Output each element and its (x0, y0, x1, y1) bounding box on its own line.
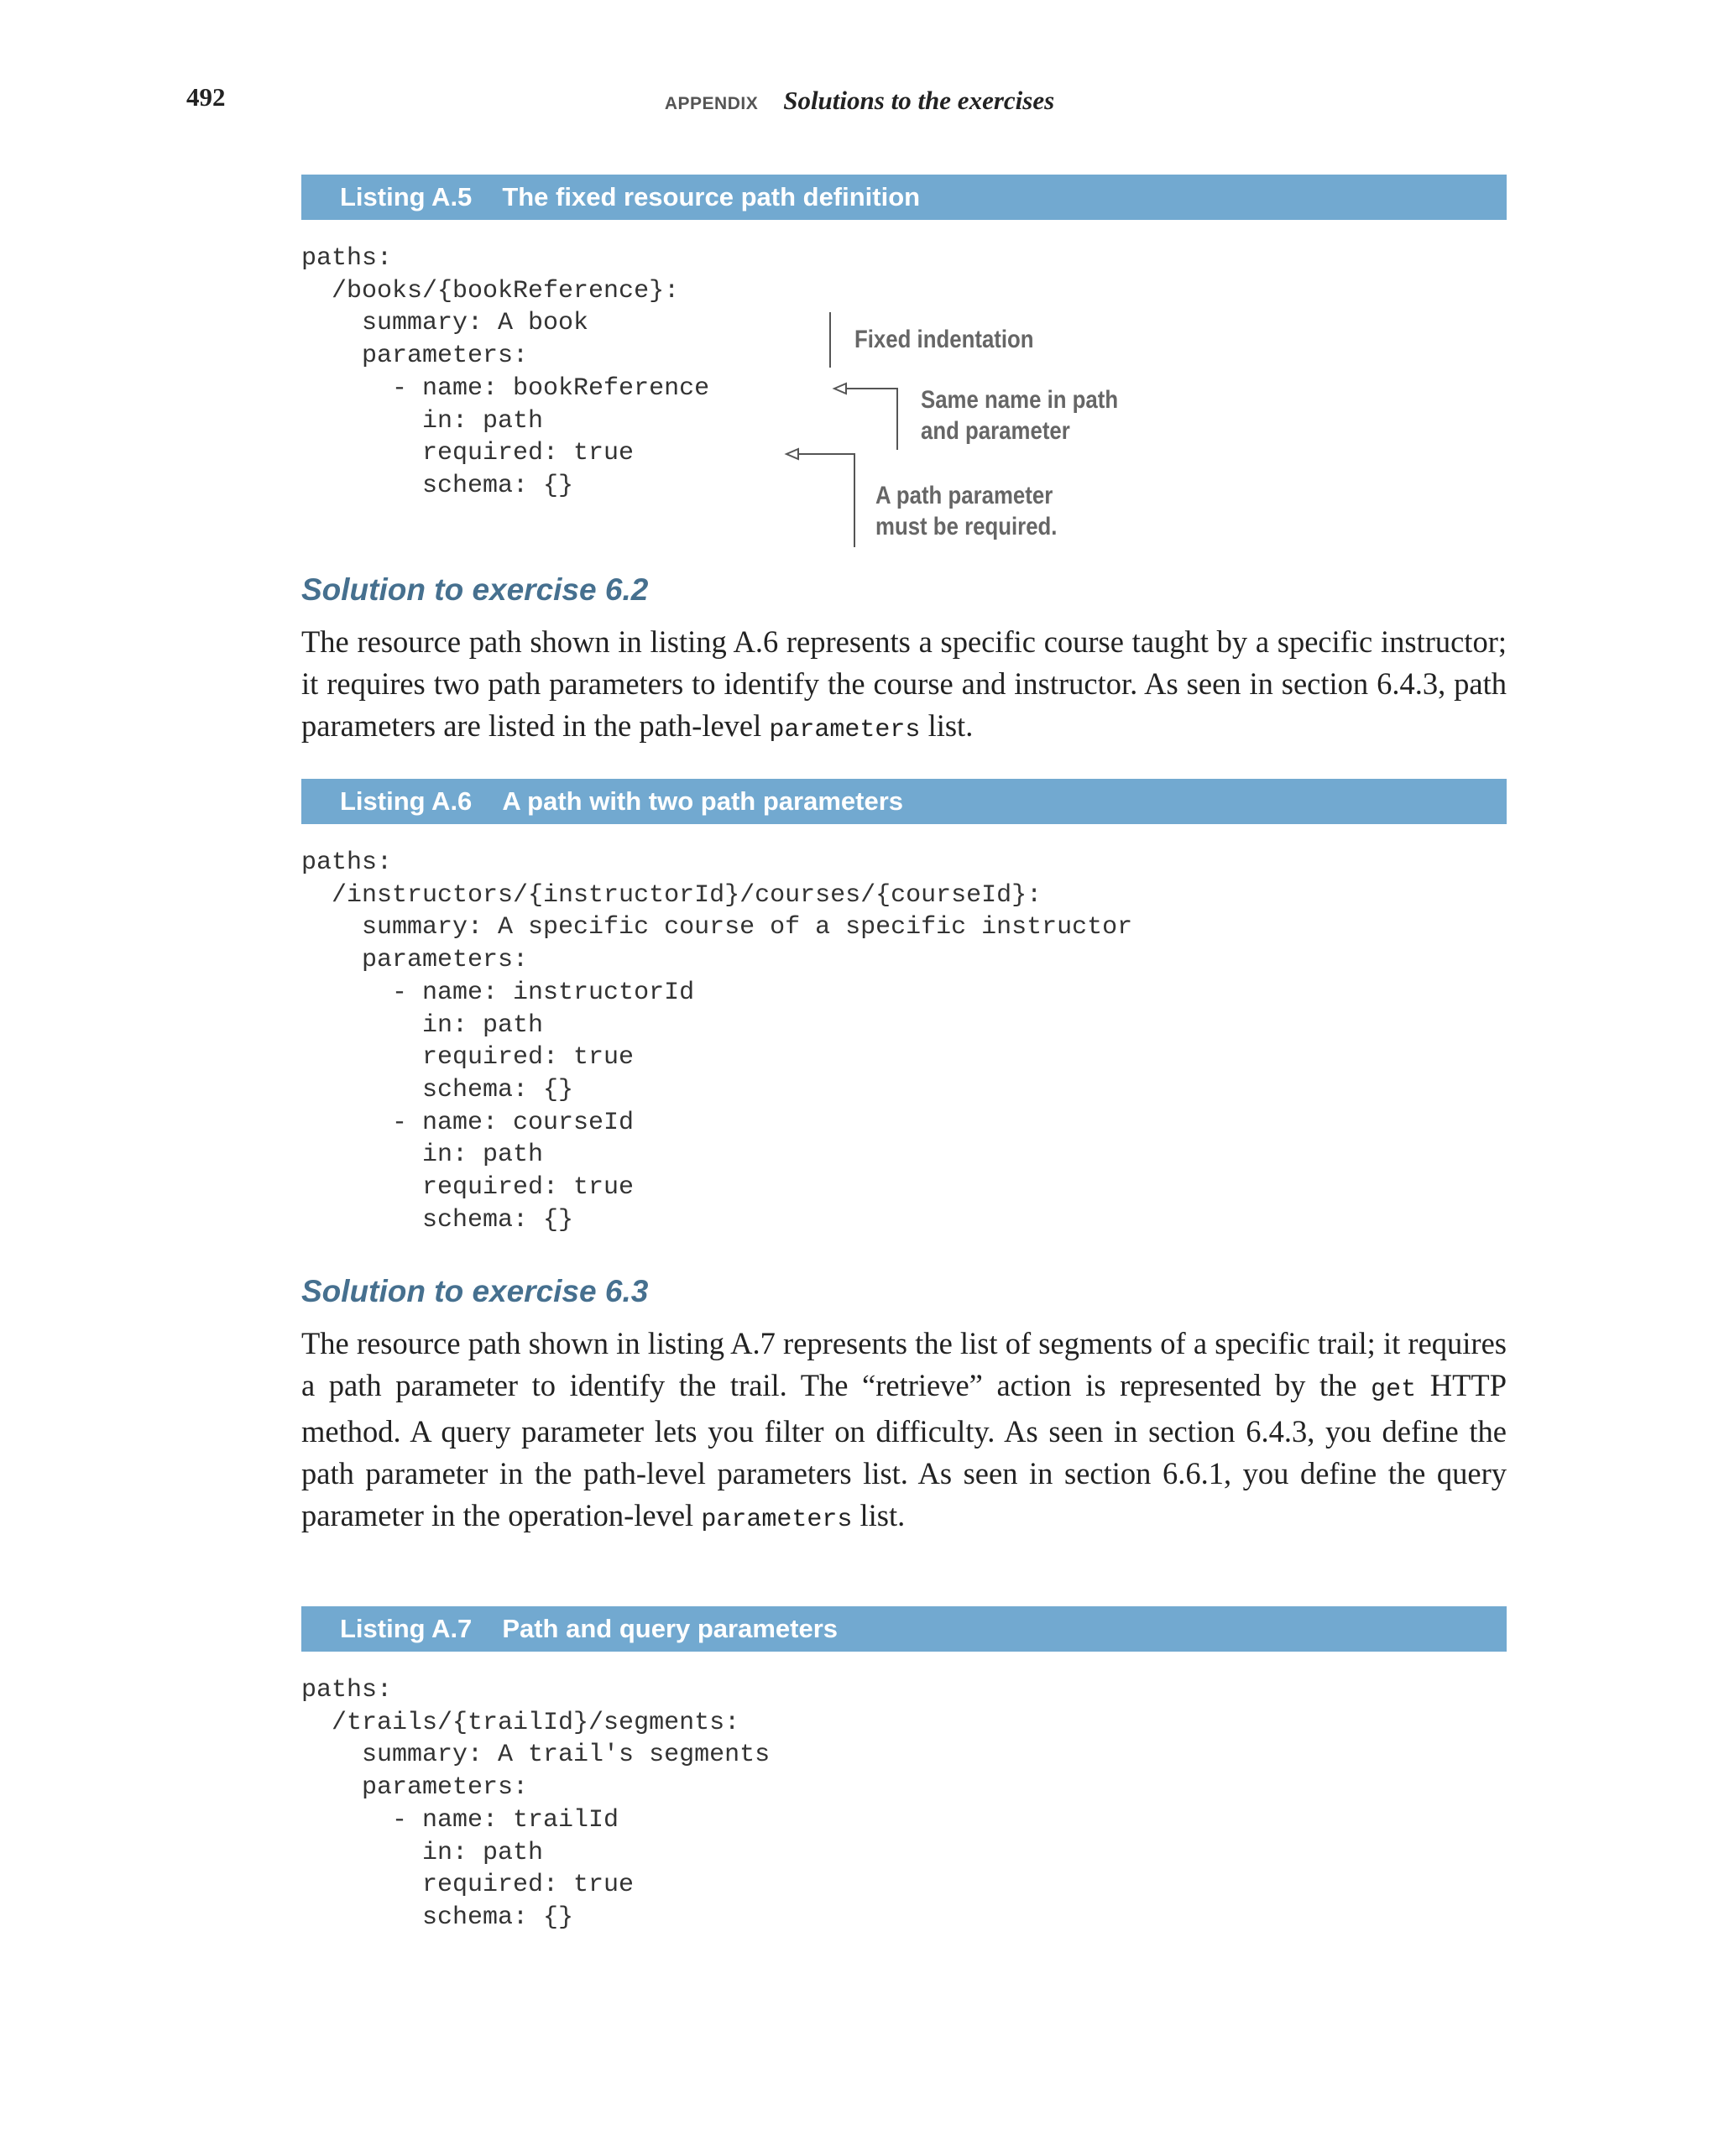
listing-title: A path with two path parameters (502, 786, 903, 816)
listing-number: Listing A.7 (340, 1614, 473, 1643)
annotation-fixed-indentation: Fixed indentation (854, 326, 1034, 353)
annotation-required-line2: must be required. (875, 513, 1058, 540)
annotation-required-line1: A path parameter (875, 482, 1053, 509)
listing-title: The fixed resource path definition (502, 182, 921, 211)
solution-6-2-text-part1: The resource path shown in listing A.6 represents a specific course taught by a specific instructor; it requires two path parameters to identify the course and instructor. As seen in section 6.4.3, path parameters are listed in the path-level (301, 624, 1507, 743)
annotation-same-name-line2: and parameter (921, 417, 1070, 445)
solution-6-3-text-part2: HTTP method. A query parameter lets you filter on difficulty. As seen in section 6.4.3, you define the path parameter in the path-level parameters list. As seen in section 6.6.1, you define the query parameter in the operation-level (301, 1368, 1507, 1532)
section-label: APPENDIX (664, 94, 759, 113)
same-name-leader (844, 389, 897, 450)
required-arrowhead (786, 449, 798, 459)
solution-6-3-text-part1: The resource path shown in listing A.7 represents the list of segments of a specific trail; it requires a path parameter to identify the trail. The “retrieve” action is represented by the (301, 1326, 1507, 1402)
listing-title: Path and query parameters (502, 1614, 839, 1643)
solution-6-3-code-get: get (1371, 1376, 1417, 1404)
solution-6-3-code-parameters: parameters (701, 1506, 853, 1534)
listing-number: Listing A.6 (340, 786, 473, 816)
section-title: Solutions to the exercises (783, 86, 1055, 115)
annotation-required (875, 480, 1057, 542)
solution-6-3-text-part3: list. (852, 1498, 906, 1532)
solution-6-2-text-part2: list. (920, 708, 974, 743)
listing-a5-header (301, 175, 1507, 220)
listing-a7-code: paths: /trails/{trailId}/segments: summary: A trail's segments parameters: - name: trailId in: path required: true schema: {} (301, 1676, 771, 1932)
listing-a7-header (301, 1606, 1507, 1652)
annotation-same-name (921, 384, 1118, 446)
listing-a6-code: paths: /instructors/{instructorId}/courses/{courseId}: summary: A specific course of a specific instructor parameters: - name: instructorId in: path required: true schema: {} - name: courseId in: path required: true schema: {} (301, 848, 1133, 1235)
page-number: 492 (186, 82, 226, 112)
solution-6-2-heading: Solution to exercise 6.2 (301, 572, 649, 607)
listing-a6-header (301, 779, 1507, 824)
solution-6-3-text (301, 1323, 1507, 1541)
solution-6-2-text (301, 621, 1507, 751)
running-head (0, 86, 1719, 116)
listing-a5-code: paths: /books/{bookReference}: summary: A book parameters: - name: bookReference in: path required: true schema: {} (301, 244, 710, 500)
solution-6-2-code: parameters (769, 716, 921, 744)
listing-number: Listing A.5 (340, 182, 473, 211)
solution-6-3-heading: Solution to exercise 6.3 (301, 1274, 649, 1308)
required-leader (795, 454, 854, 547)
same-name-arrowhead (834, 384, 846, 394)
annotation-same-name-line1: Same name in path (921, 386, 1119, 414)
